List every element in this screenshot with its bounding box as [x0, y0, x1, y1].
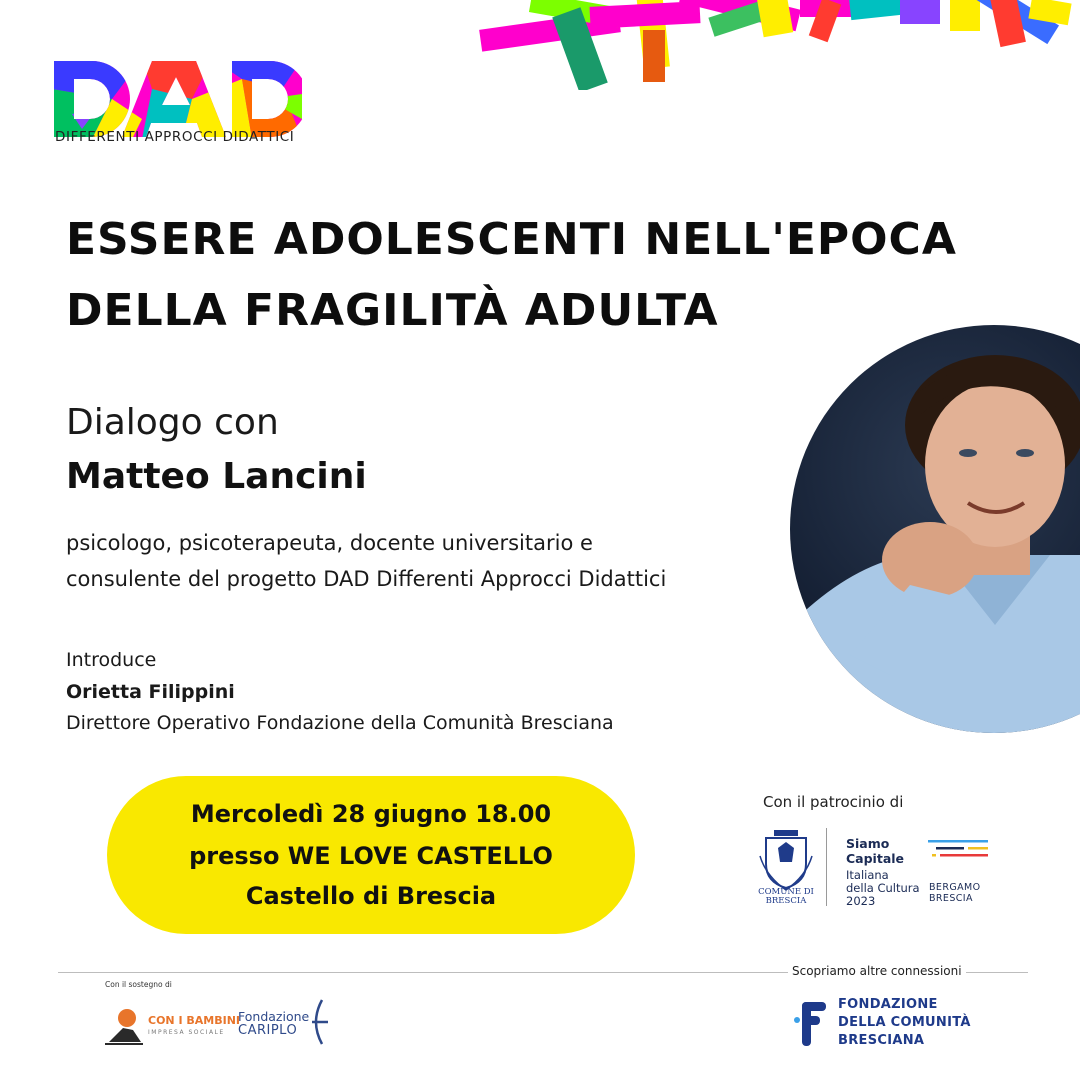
title-line-1: ESSERE ADOLESCENTI NELL'EPOCA [66, 214, 957, 265]
decorative-sticks [470, 0, 1080, 90]
introducer-role: Direttore Operativo Fondazione della Comunità Bresciana [66, 712, 614, 734]
fcb-line-1: FONDAZIONE [838, 997, 938, 1012]
speaker-description-1: psicologo, psicoterapeuta, docente universitario e [66, 531, 593, 555]
patronage-divider [826, 828, 827, 906]
capitale-line-3: Italiana [846, 868, 889, 882]
event-date: Mercoledì 28 giugno 18.00 [190, 800, 552, 828]
capitale-line-5: 2023 [846, 894, 876, 908]
introducer-name: Orietta Filippini [66, 681, 235, 703]
logo-subtitle: DIFFERENTI APPROCCI DIDATTICI [55, 129, 295, 145]
capitale-city-1: BERGAMO [929, 882, 981, 893]
fondazione-comunita-icon [794, 1000, 828, 1048]
dialogue-intro: Dialogo con [66, 402, 279, 443]
speaker-portrait [790, 325, 1080, 733]
capitale-line-2: Capitale [846, 851, 905, 866]
capitale-line-4: della Cultura [846, 881, 920, 895]
title-line-2: DELLA FRAGILITÀ ADULTA [66, 285, 719, 336]
patronage-label: Con il patrocinio di [763, 793, 904, 811]
cariplo-icon [308, 998, 330, 1046]
comune-brescia-text: COMUNE DI BRESCIA [758, 887, 814, 906]
support-label: Con il sostegno di [105, 980, 172, 989]
cariplo-line-2: CARIPLO [238, 1023, 298, 1038]
con-i-bambini-icon [103, 1006, 145, 1046]
event-location: Castello di Brescia [245, 882, 497, 910]
con-i-bambini-name: CON I BAMBINI [148, 1014, 241, 1027]
connect-label: Scopriamo altre connessioni [788, 964, 966, 978]
speaker-description-2: consulente del progetto DAD Differenti Approcci Didattici [66, 567, 667, 591]
capitale-line-1: Siamo [846, 836, 890, 851]
fcb-line-2: DELLA COMUNITÀ [838, 1015, 971, 1030]
con-i-bambini-sub: IMPRESA SOCIALE [148, 1029, 225, 1036]
speaker-name: Matteo Lancini [66, 456, 367, 497]
capitale-city-2: BRESCIA [929, 893, 973, 904]
capitale-lines-icon [928, 838, 992, 868]
fcb-line-3: BRESCIANA [838, 1033, 925, 1048]
event-venue: presso WE LOVE CASTELLO [189, 842, 553, 870]
introduce-label: Introduce [66, 649, 157, 671]
cariplo-line-1: Fondazione [238, 1009, 310, 1024]
